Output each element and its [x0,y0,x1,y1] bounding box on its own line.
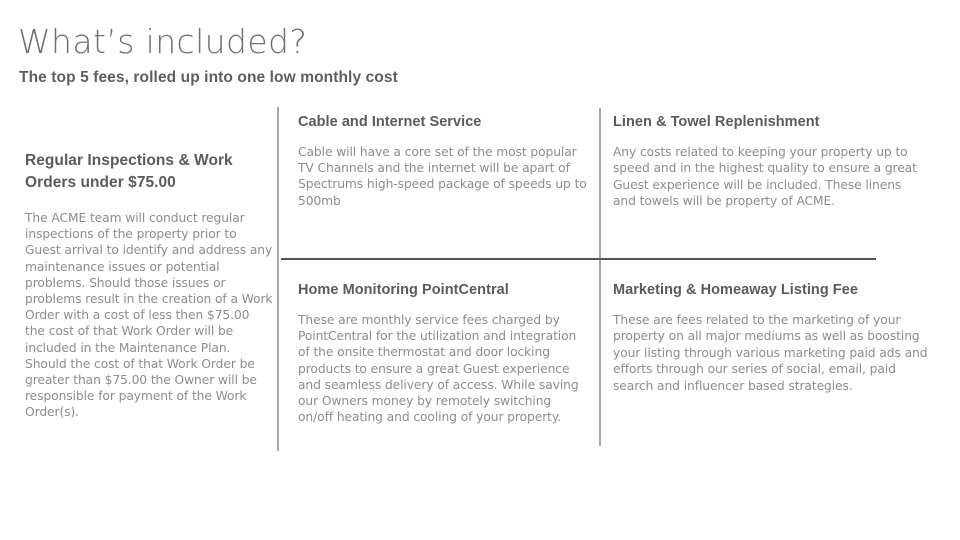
card-body-home-monitoring: These are monthly service fees charged by PointCentral for the utilization and integration of the onsite thermostat and door locking products to ensure a great Guest experience and seamless delivery of access. While saving our Owners money by remotely switching on/off heating and cooling of your property. [298,313,579,425]
card-heading-linen-towel: Linen & Towel Replenishment [613,114,820,130]
card-linen-towel [613,112,925,210]
card-marketing-listing [613,280,938,394]
card-body-linen-towel: Any costs related to keeping your property up to speed and in the highest quality to ensure a great Guest experience will be included. These linens and towels will be property of ACME. [613,145,917,209]
card-heading-cable-internet: Cable and Internet Service [298,114,482,130]
card-body-marketing-listing: These are fees related to the marketing of your property on all major mediums as well as boosting your listing through various marketing paid ads and efforts through our series of social, email, paid search and influencer based strategies. [613,313,928,393]
card-cable-internet [298,112,590,209]
card-body-cable-internet: Cable will have a core set of the most popular TV Channels and the internet will be apart of Spectrums high-speed package of speeds up to 500mb [298,145,587,208]
card-heading-marketing-listing: Marketing & Homeaway Listing Fee [613,282,858,298]
vertical-divider-right [599,108,601,446]
vertical-divider-left [277,107,279,451]
card-heading-regular-inspections: Regular Inspections & Work Orders under $75.00 [25,152,233,191]
card-regular-inspections [25,150,273,421]
horizontal-divider [281,258,876,260]
card-body-regular-inspections: The ACME team will conduct regular inspections of the property prior to Guest arrival to identify and address any maintenance issues or potential problems. Should those issues or problems result in the creation of a Work Order with a cost of less then $75.00 the cost of that Work Order will be included in the Maintenance Plan. Should the cost of that Work Order be greater than $75.00 the Owner will be responsible for payment of the Work Order(s). [25,211,273,420]
card-heading-home-monitoring: Home Monitoring PointCentral [298,282,509,298]
card-home-monitoring [298,280,588,425]
page-subtitle: The top 5 fees, rolled up into one low monthly cost [19,69,398,86]
slide-header [18,22,718,88]
page-title: What’s included? [18,22,308,61]
